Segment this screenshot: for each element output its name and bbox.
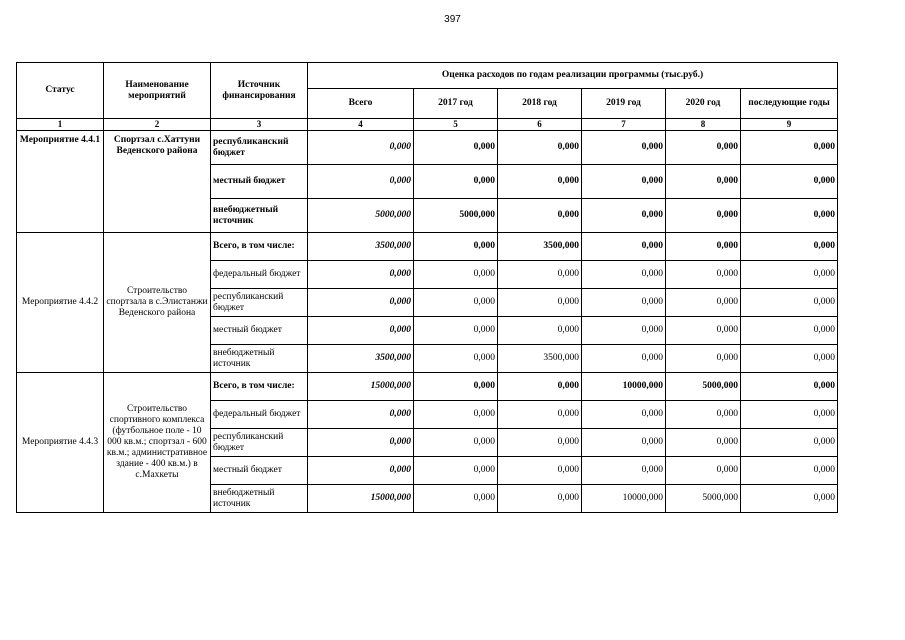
- event-status: Мероприятие 4.4.2: [17, 233, 104, 373]
- value-2019: 0,000: [582, 131, 666, 165]
- value-2018: 0,000: [498, 317, 582, 345]
- value-total: 15000,000: [308, 373, 414, 401]
- value-total: 0,000: [308, 261, 414, 289]
- header-2020: 2020 год: [666, 89, 741, 119]
- column-number: 4: [308, 119, 414, 131]
- value-2018: 0,000: [498, 165, 582, 199]
- value-2017: 0,000: [414, 289, 498, 317]
- funding-source: республиканский бюджет: [211, 429, 308, 457]
- column-number: 1: [17, 119, 104, 131]
- value-2018: 0,000: [498, 373, 582, 401]
- value-2018: 0,000: [498, 401, 582, 429]
- header-source: Источник финансирования: [211, 63, 308, 119]
- value-2017: 0,000: [414, 233, 498, 261]
- value-2020: 0,000: [666, 401, 741, 429]
- value-later: 0,000: [741, 401, 838, 429]
- header-estimate: Оценка расходов по годам реализации программы (тыс.руб.): [308, 63, 838, 89]
- value-later: 0,000: [741, 317, 838, 345]
- value-2019: 10000,000: [582, 485, 666, 513]
- value-later: 0,000: [741, 199, 838, 233]
- funding-source: республиканский бюджет: [211, 289, 308, 317]
- value-2020: 0,000: [666, 345, 741, 373]
- funding-source: внебюджетный источник: [211, 345, 308, 373]
- header-status: Статус: [17, 63, 104, 119]
- value-later: 0,000: [741, 289, 838, 317]
- value-2019: 0,000: [582, 401, 666, 429]
- value-2020: 0,000: [666, 199, 741, 233]
- value-2018: 0,000: [498, 457, 582, 485]
- value-later: 0,000: [741, 165, 838, 199]
- value-later: 0,000: [741, 485, 838, 513]
- value-2019: 0,000: [582, 317, 666, 345]
- value-2017: 5000,000: [414, 199, 498, 233]
- funding-source: республиканский бюджет: [211, 131, 308, 165]
- value-2017: 0,000: [414, 485, 498, 513]
- event-name: Строительство спортивного комплекса (футбольное поле - 10 000 кв.м.; спортзал - 600 кв.м.; административное здание - 400 кв.м.) в с.Махкеты: [104, 373, 211, 513]
- value-2019: 0,000: [582, 233, 666, 261]
- column-number: 9: [741, 119, 838, 131]
- value-2018: 0,000: [498, 429, 582, 457]
- funding-source: федеральный бюджет: [211, 401, 308, 429]
- funding-source: местный бюджет: [211, 457, 308, 485]
- value-2018: 0,000: [498, 131, 582, 165]
- value-total: 0,000: [308, 429, 414, 457]
- event-name: Строительство спортзала в с.Элистанжи Веденского района: [104, 233, 211, 373]
- event-status: Мероприятие 4.4.1: [17, 131, 104, 233]
- funding-source: внебюджетный источник: [211, 485, 308, 513]
- budget-table: [16, 62, 838, 513]
- value-total: 3500,000: [308, 345, 414, 373]
- column-number: 5: [414, 119, 498, 131]
- value-2018: 0,000: [498, 261, 582, 289]
- funding-source: федеральный бюджет: [211, 261, 308, 289]
- value-2017: 0,000: [414, 317, 498, 345]
- value-2017: 0,000: [414, 401, 498, 429]
- value-total: 5000,000: [308, 199, 414, 233]
- value-later: 0,000: [741, 261, 838, 289]
- value-2018: 3500,000: [498, 345, 582, 373]
- funding-source: Всего, в том числе:: [211, 373, 308, 401]
- value-later: 0,000: [741, 131, 838, 165]
- value-2017: 0,000: [414, 345, 498, 373]
- value-later: 0,000: [741, 373, 838, 401]
- value-2019: 0,000: [582, 289, 666, 317]
- table-row: [17, 233, 838, 261]
- value-2020: 0,000: [666, 317, 741, 345]
- value-2020: 0,000: [666, 131, 741, 165]
- column-number: 2: [104, 119, 211, 131]
- header-2019: 2019 год: [582, 89, 666, 119]
- header-later: последующие годы: [741, 89, 838, 119]
- value-2020: 0,000: [666, 261, 741, 289]
- value-2019: 0,000: [582, 165, 666, 199]
- funding-source: внебюджетный источник: [211, 199, 308, 233]
- value-later: 0,000: [741, 345, 838, 373]
- value-2017: 0,000: [414, 373, 498, 401]
- value-2019: 10000,000: [582, 373, 666, 401]
- column-number: 3: [211, 119, 308, 131]
- header-total: Всего: [308, 89, 414, 119]
- value-2020: 0,000: [666, 233, 741, 261]
- value-total: 0,000: [308, 131, 414, 165]
- value-2019: 0,000: [582, 261, 666, 289]
- value-2020: 0,000: [666, 165, 741, 199]
- value-2018: 0,000: [498, 289, 582, 317]
- column-number: 7: [582, 119, 666, 131]
- header-2017: 2017 год: [414, 89, 498, 119]
- value-2020: 0,000: [666, 429, 741, 457]
- value-total: 0,000: [308, 289, 414, 317]
- value-2020: 5000,000: [666, 485, 741, 513]
- funding-source: местный бюджет: [211, 165, 308, 199]
- funding-source: местный бюджет: [211, 317, 308, 345]
- value-2020: 0,000: [666, 457, 741, 485]
- value-2020: 0,000: [666, 289, 741, 317]
- value-2019: 0,000: [582, 457, 666, 485]
- value-later: 0,000: [741, 429, 838, 457]
- table-row: [17, 373, 838, 401]
- value-total: 15000,000: [308, 485, 414, 513]
- value-2020: 5000,000: [666, 373, 741, 401]
- header-name: Наименование мероприятий: [104, 63, 211, 119]
- table-row: [17, 131, 838, 165]
- value-2019: 0,000: [582, 429, 666, 457]
- column-number: 8: [666, 119, 741, 131]
- value-2017: 0,000: [414, 165, 498, 199]
- value-2017: 0,000: [414, 261, 498, 289]
- value-total: 0,000: [308, 457, 414, 485]
- value-2017: 0,000: [414, 457, 498, 485]
- value-2018: 0,000: [498, 199, 582, 233]
- value-total: 0,000: [308, 317, 414, 345]
- value-total: 0,000: [308, 401, 414, 429]
- value-2019: 0,000: [582, 345, 666, 373]
- funding-source: Всего, в том числе:: [211, 233, 308, 261]
- page-number: 397: [444, 14, 461, 25]
- value-2018: 3500,000: [498, 233, 582, 261]
- value-total: 0,000: [308, 165, 414, 199]
- event-status: Мероприятие 4.4.3: [17, 373, 104, 513]
- value-2018: 0,000: [498, 485, 582, 513]
- header-2018: 2018 год: [498, 89, 582, 119]
- value-2017: 0,000: [414, 429, 498, 457]
- value-later: 0,000: [741, 457, 838, 485]
- value-2017: 0,000: [414, 131, 498, 165]
- value-2019: 0,000: [582, 199, 666, 233]
- event-name: Спортзал с.Хаттуни Веденского района: [104, 131, 211, 233]
- value-total: 3500,000: [308, 233, 414, 261]
- column-number: 6: [498, 119, 582, 131]
- value-later: 0,000: [741, 233, 838, 261]
